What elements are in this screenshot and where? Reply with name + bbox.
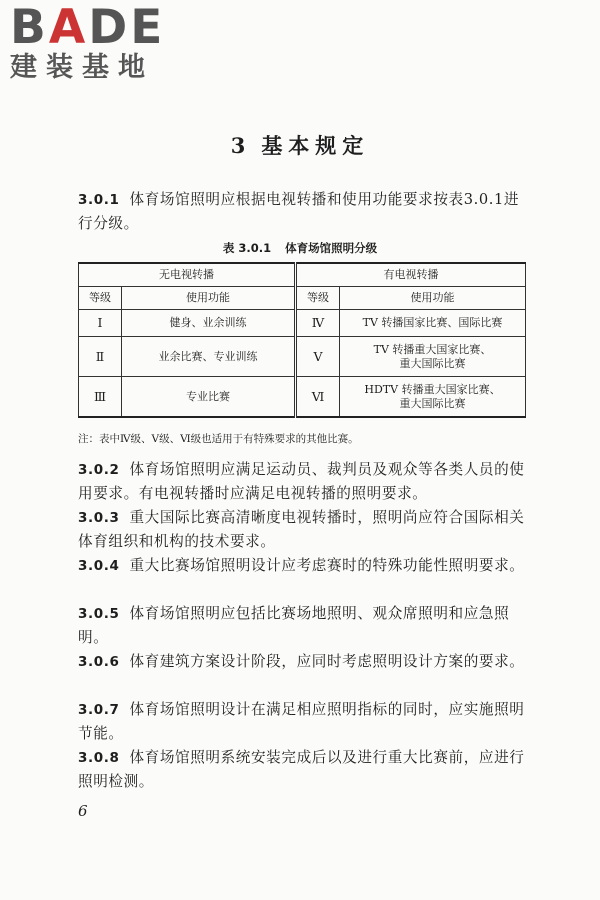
- bade-logo: [10, 0, 180, 84]
- clause-3-0-1: 3.0.1 体育场馆照明应根据电视转播和使用功能要求按表3.0.1进行分级。: [78, 191, 520, 232]
- level-cell: Ⅱ: [79, 337, 122, 377]
- level-cell: Ⅵ: [296, 377, 340, 418]
- function-cell: TV 转播重大国家比赛、 重大国际比赛: [340, 337, 526, 377]
- table-row: [79, 377, 526, 418]
- table-row: [79, 310, 526, 337]
- table-note: 注：表中Ⅳ级、Ⅴ级、Ⅵ级也适用于有特殊要求的其他比赛。: [78, 433, 359, 445]
- function-cell: 专业比赛: [122, 377, 296, 418]
- clause-3-0-7: 3.0.7 体育场馆照明设计在满足相应照明指标的同时，应实施照明节能。: [78, 701, 525, 742]
- function-cell: TV 转播国家比赛、国际比赛: [340, 310, 526, 337]
- level-cell: Ⅲ: [79, 377, 122, 418]
- function-cell: HDTV 转播重大国家比赛、 重大国际比赛: [340, 377, 526, 418]
- column-header-level: 等级: [296, 287, 340, 310]
- logo-chinese-text: 建装基地: [10, 52, 154, 83]
- clause-3-0-8: 3.0.8 体育场馆照明系统安装完成后以及进行重大比赛前，应进行照明检测。: [78, 749, 525, 790]
- lighting-grade-table: [78, 262, 526, 418]
- table-row: [79, 337, 526, 377]
- function-cell: 业余比赛、专业训练: [122, 337, 296, 377]
- level-cell: Ⅰ: [79, 310, 122, 337]
- group-header-no-tv: 无电视转播: [79, 263, 296, 287]
- column-header-function: 使用功能: [340, 287, 526, 310]
- table-caption: 表 3.0.1 体育场馆照明分级: [222, 241, 378, 255]
- function-cell: 健身、业余训练: [122, 310, 296, 337]
- logo-letters: BADE: [10, 0, 166, 55]
- clause-3-0-6: 3.0.6 体育建筑方案设计阶段，应同时考虑照明设计方案的要求。: [78, 653, 525, 670]
- table-group-header-row: [79, 263, 526, 287]
- level-cell: Ⅴ: [296, 337, 340, 377]
- clause-3-0-4: 3.0.4 重大比赛场馆照明设计应考虑赛时的特殊功能性照明要求。: [78, 557, 525, 574]
- table-column-header-row: [79, 287, 526, 310]
- column-header-function: 使用功能: [122, 287, 296, 310]
- column-header-level: 等级: [79, 287, 122, 310]
- chapter-title: 3 基本规定: [230, 133, 370, 158]
- page-number: 6: [78, 802, 88, 820]
- clause-3-0-2: 3.0.2 体育场馆照明应满足运动员、裁判员及观众等各类人员的使用要求。有电视转播时应满足电视转播的照明要求。: [78, 461, 525, 502]
- level-cell: Ⅳ: [296, 310, 340, 337]
- clause-3-0-5: 3.0.5 体育场馆照明应包括比赛场地照明、观众席照明和应急照明。: [78, 605, 510, 646]
- group-header-tv: 有电视转播: [296, 263, 526, 287]
- clause-3-0-3: 3.0.3 重大国际比赛高清晰度电视转播时，照明尚应符合国际相关体育组织和机构的技术要求。: [78, 509, 525, 550]
